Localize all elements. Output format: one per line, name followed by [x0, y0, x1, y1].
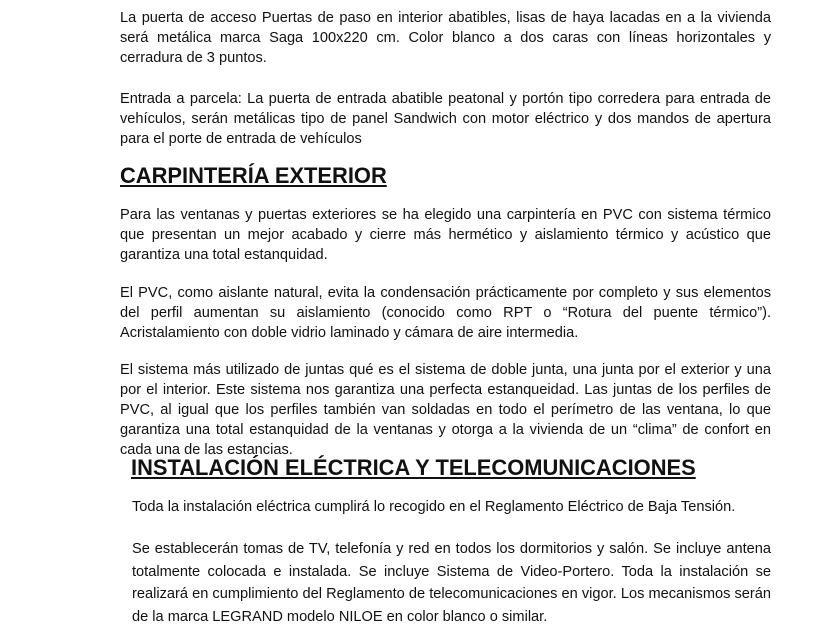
entrada-parcela-paragraph: Entrada a parcela: La puerta de entrada abatible peatonal y portón tipo corredera para entrada de vehículos, serán metálicas tipo de panel Sandwich con motor eléctrico y dos mandos de apertura para el porte de entrada de vehículos	[120, 91, 771, 147]
carpinteria-paragraph-2: El PVC, como aislante natural, evita la condensación prácticamente por completo y sus elementos del perfil aumentan su aislamiento (conocido como RPT o “Rotura del puente térmico”). Acristalamiento con doble vidrio laminado y cámara de aire intermedia.	[120, 285, 771, 341]
instalacion-electrica-heading: INSTALACIÓN ELÉCTRICA Y TELECOMUNICACIONES	[131, 455, 696, 480]
electrica-paragraph-2: Se establecerán tomas de TV, telefonía y red en todos los dormitorios y salón. Se incluye antena totalmente colocada e instalada. Se incluye Sistema de Video-Portero. Toda la instalación se realizará en cumplimiento del Reglamento de telecomunicaciones en vigor. Los mecanismos serán de la marca LEGRAND modelo NILOE en color blanco o similar.	[132, 541, 771, 625]
carpinteria-paragraph-1: Para las ventanas y puertas exteriores se ha elegido una carpintería en PVC con sistema térmico que presentan un mejor acabado y cierre más hermético y aislamiento térmico y acústico que garantiza una total estanquidad.	[120, 207, 771, 263]
carpinteria-paragraph-3: El sistema más utilizado de juntas qué es el sistema de doble junta, una junta por el exterior y una por el interior. Este sistema nos garantiza una perfecta estanqueidad. Las juntas de los perfiles de PVC, al igual que los perfiles también van soldadas en todo el perímetro de las ventana, lo que garantiza una total estanquidad de la ventanas y otorga a la vivienda de un “clima” de confort en cada una de las estancias.	[120, 362, 771, 458]
carpinteria-exterior-heading: CARPINTERÍA EXTERIOR	[120, 163, 387, 188]
electrica-paragraph-1: Toda la instalación eléctrica cumplirá lo recogido en el Reglamento Eléctrico de Baja Tensión.	[132, 499, 736, 515]
puerta-acceso-paragraph: La puerta de acceso Puertas de paso en interior abatibles, lisas de haya lacadas en a la vivienda será metálica marca Saga 100x220 cm. Color blanco a dos caras con líneas horizontales y cerradura de 3 puntos.	[120, 10, 771, 66]
